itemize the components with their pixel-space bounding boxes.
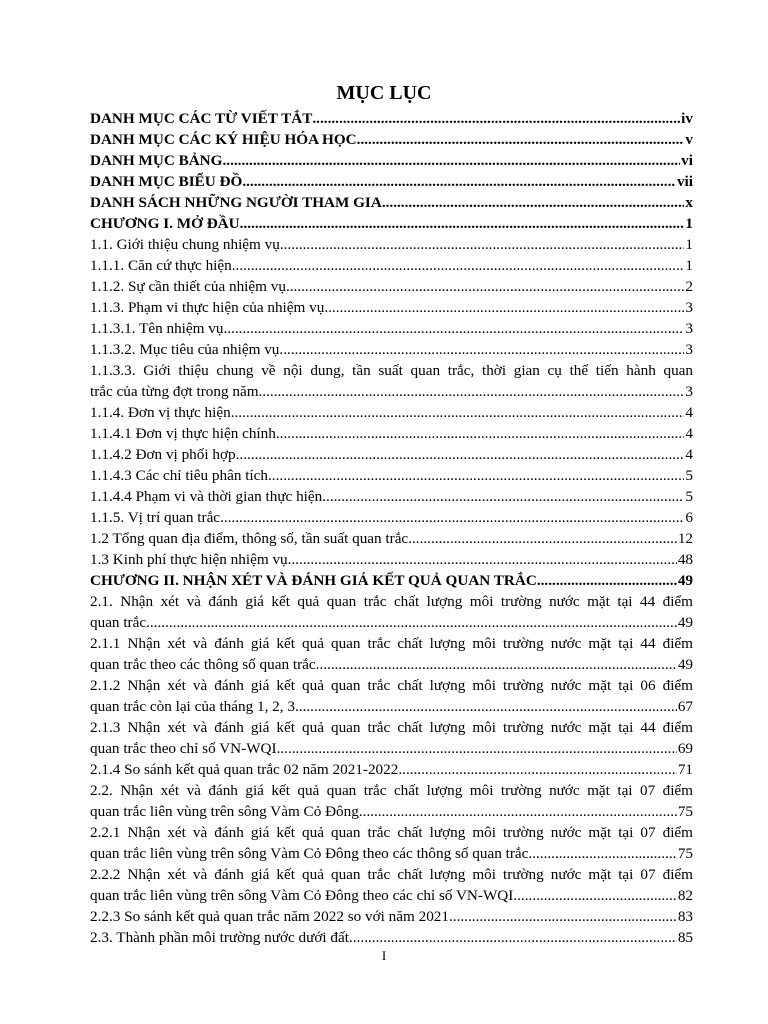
toc-entry-page-number: 4 xyxy=(685,446,693,463)
toc-entry-page-number: 4 xyxy=(685,404,693,421)
toc-entry-title: 1.1.3.2. Mục tiêu của nhiệm vụ xyxy=(90,341,280,358)
toc-entry[interactable] xyxy=(90,234,693,255)
dot-leader xyxy=(268,465,684,486)
toc-entry-title: CHƯƠNG II. NHẬN XÉT VÀ ĐÁNH GIÁ KẾT QUẢ QUAN TRẮC xyxy=(90,572,537,589)
toc-entry-text-line: 2.1. Nhận xét và đánh giá kết quả quan trắc chất lượng môi trường nước mặt tại 44 điểm xyxy=(90,593,693,610)
toc-entry-row xyxy=(90,108,693,129)
toc-entry[interactable] xyxy=(90,171,693,192)
dot-leader xyxy=(319,654,676,675)
dot-leader xyxy=(232,255,685,276)
dot-leader xyxy=(299,696,677,717)
toc-entry-title: quan trắc xyxy=(90,614,147,631)
toc-entry[interactable] xyxy=(90,591,693,633)
toc-entry-row xyxy=(90,234,693,255)
dot-leader xyxy=(222,150,680,171)
toc-entry-page-number: 5 xyxy=(685,467,693,484)
toc-entry-text-line: 2.2.1 Nhận xét và đánh giá kết quả quan trắc chất lượng môi trường nước mặt tại 07 điểm xyxy=(90,824,693,841)
toc-entry-title: CHƯƠNG I. MỞ ĐẦU xyxy=(90,215,240,232)
toc-entry-row xyxy=(90,486,693,507)
toc-entry-row xyxy=(90,549,693,570)
toc-entry-title: quan trắc theo chỉ số VN-WQI xyxy=(90,740,277,757)
toc-entry[interactable] xyxy=(90,633,693,675)
dot-leader xyxy=(277,738,677,759)
toc-entry-page-number: 6 xyxy=(685,509,693,526)
toc-entry[interactable] xyxy=(90,717,693,759)
page-title: MỤC LỤC xyxy=(336,82,432,104)
dot-leader xyxy=(146,612,677,633)
toc-entry-page-number: 85 xyxy=(677,929,693,946)
dot-leader xyxy=(240,213,685,234)
toc-entry-title: 1.1.4. Đơn vị thực hiện xyxy=(90,404,231,421)
toc-entry-title: 2.3. Thành phần môi trường nước dưới đất xyxy=(90,929,349,946)
toc-entry-row xyxy=(90,339,693,360)
toc-entry[interactable] xyxy=(90,423,693,444)
toc-entry-text-line: 2.1.2 Nhận xét và đánh giá kết quả quan trắc chất lượng môi trường nước mặt tại 06 điểm xyxy=(90,677,693,694)
toc-entry[interactable] xyxy=(90,108,693,129)
toc-entry-row xyxy=(90,297,693,318)
toc-entry-page-number: iv xyxy=(681,110,693,127)
toc-entry-row xyxy=(90,927,693,948)
table-of-contents xyxy=(90,108,693,948)
toc-entry-title: quan trắc theo các thông số quan trắc. xyxy=(90,656,320,673)
toc-entry-page-number: 3 xyxy=(685,299,693,316)
toc-entry[interactable] xyxy=(90,318,693,339)
toc-entry-page-number: 3 xyxy=(685,341,693,358)
toc-entry[interactable] xyxy=(90,192,693,213)
dot-leader xyxy=(322,486,684,507)
toc-entry-page-number: 5 xyxy=(685,488,693,505)
toc-entry-row xyxy=(90,423,693,444)
toc-entry-title: trắc của từng đợt trong năm. xyxy=(90,383,263,400)
toc-entry-title: 1.2 Tổng quan địa điểm, thông số, tần suất quan trắc xyxy=(90,530,409,547)
toc-entry[interactable] xyxy=(90,444,693,465)
toc-entry[interactable] xyxy=(90,255,693,276)
toc-entry-row xyxy=(90,906,693,927)
toc-entry[interactable] xyxy=(90,150,693,171)
toc-entry-title: 1.1.4.4 Phạm vi và thời gian thực hiện xyxy=(90,488,323,505)
toc-entry-title: 1.1.3.1. Tên nhiệm vụ xyxy=(90,320,224,337)
dot-leader xyxy=(359,801,677,822)
dot-leader xyxy=(537,570,677,591)
dot-leader xyxy=(357,129,685,150)
toc-entry-page-number: x xyxy=(685,194,693,211)
dot-leader xyxy=(449,906,677,927)
toc-entry-text-line: 2.2. Nhận xét và đánh giá kết quả quan trắc chất lượng môi trường nước mặt tại 07 điểm xyxy=(90,782,693,799)
dot-leader xyxy=(286,276,684,297)
toc-entry-row xyxy=(90,213,693,234)
toc-entry-title: DANH SÁCH NHỮNG NGƯỜI THAM GIA xyxy=(90,194,382,211)
toc-entry-row xyxy=(90,318,693,339)
toc-entry[interactable] xyxy=(90,570,693,591)
toc-entry[interactable] xyxy=(90,675,693,717)
toc-entry[interactable] xyxy=(90,507,693,528)
toc-entry-title: 1.1. Giới thiệu chung nhiệm vụ xyxy=(90,236,280,253)
toc-entry-title: 2.2.3 So sánh kết quả quan trắc năm 2022 so với năm 2021 xyxy=(90,908,449,925)
toc-entry-page-number: 67 xyxy=(677,698,693,715)
toc-entry-row xyxy=(90,192,693,213)
toc-entry-row xyxy=(90,570,693,591)
toc-entry[interactable] xyxy=(90,213,693,234)
dot-leader xyxy=(513,885,676,906)
toc-entry[interactable] xyxy=(90,465,693,486)
toc-entry-page-number: 75 xyxy=(677,845,693,862)
toc-entry-text-line: 1.1.3.3. Giới thiệu chung về nội dung, tần suất quan trắc, thời gian cụ thể tiến hành quan xyxy=(90,362,693,379)
dot-leader xyxy=(236,444,685,465)
toc-entry-title: 1.3 Kinh phí thực hiện nhiệm vụ xyxy=(90,551,288,568)
toc-entry-row xyxy=(90,654,693,675)
toc-entry-row xyxy=(90,255,693,276)
toc-entry-page-number: 3 xyxy=(685,383,693,400)
toc-entry-page-number: 3 xyxy=(685,320,693,337)
toc-entry-title: 1.1.5. Vị trí quan trắc xyxy=(90,509,221,526)
toc-entry[interactable] xyxy=(90,402,693,423)
toc-entry-title: 1.1.2. Sự cần thiết của nhiệm vụ xyxy=(90,278,286,295)
toc-entry-page-number: vi xyxy=(681,152,693,169)
toc-entry[interactable] xyxy=(90,486,693,507)
toc-entry-row xyxy=(90,171,693,192)
toc-entry-page-number: 2 xyxy=(685,278,693,295)
toc-entry-row xyxy=(90,150,693,171)
dot-leader xyxy=(382,192,685,213)
dot-leader xyxy=(279,339,684,360)
toc-entry-title: 1.1.1. Căn cứ thực hiện xyxy=(90,257,232,274)
toc-entry-title: quan trắc liên vùng trên sông Vàm Cỏ Đông theo các thông số quan trắc xyxy=(90,845,529,862)
toc-entry-page-number: 49 xyxy=(677,572,693,589)
toc-entry-page-number: 69 xyxy=(677,740,693,757)
toc-entry-page-number: 75 xyxy=(677,803,693,820)
toc-entry[interactable] xyxy=(90,339,693,360)
toc-entry-row xyxy=(90,381,693,402)
toc-entry-page-number: 83 xyxy=(677,908,693,925)
toc-entry-page-number: vii xyxy=(676,173,693,190)
dot-leader xyxy=(231,402,685,423)
toc-entry[interactable] xyxy=(90,927,693,948)
toc-entry-title: 1.1.4.2 Đơn vị phối hợp xyxy=(90,446,236,463)
toc-entry-title: DANH MỤC CÁC TỪ VIẾT TẮT xyxy=(90,110,313,127)
toc-entry-page-number: 82 xyxy=(677,887,693,904)
dot-leader xyxy=(288,549,677,570)
toc-entry-page-number: 1 xyxy=(685,257,693,274)
toc-entry-row xyxy=(90,507,693,528)
toc-entry[interactable] xyxy=(90,759,693,780)
toc-entry-title: DANH MỤC BẢNG xyxy=(90,152,223,169)
toc-entry-page-number: v xyxy=(685,131,693,148)
toc-entry-page-number: 1 xyxy=(685,215,693,232)
dot-leader xyxy=(528,843,676,864)
dot-leader xyxy=(312,108,680,129)
toc-entry-row xyxy=(90,465,693,486)
toc-entry-row xyxy=(90,402,693,423)
toc-entry-title: quan trắc liên vùng trên sông Vàm Cỏ Đông xyxy=(90,803,359,820)
toc-entry[interactable] xyxy=(90,360,693,402)
toc-entry[interactable] xyxy=(90,906,693,927)
toc-entry-page-number: 12 xyxy=(677,530,693,547)
toc-entry[interactable] xyxy=(90,864,693,906)
toc-entry-title: 2.1.4 So sánh kết quả quan trắc 02 năm 2021-2022. xyxy=(90,761,403,778)
dot-leader xyxy=(408,528,677,549)
dot-leader xyxy=(262,381,684,402)
dot-leader xyxy=(349,927,677,948)
toc-entry-row xyxy=(90,444,693,465)
toc-entry-title: 1.1.3. Phạm vi thực hiện của nhiệm vụ xyxy=(90,299,325,316)
toc-entry-title: DANH MỤC BIỂU ĐỒ xyxy=(90,173,243,190)
toc-entry-page-number: 71 xyxy=(677,761,693,778)
toc-entry-text-line: 2.1.3 Nhận xét và đánh giá kết quả quan trắc chất lượng môi trường nước mặt tại 44 điểm xyxy=(90,719,693,736)
toc-entry-row xyxy=(90,843,693,864)
dot-leader xyxy=(324,297,684,318)
toc-entry-title: 1.1.4.1 Đơn vị thực hiện chính xyxy=(90,425,276,442)
toc-entry[interactable] xyxy=(90,549,693,570)
toc-entry[interactable] xyxy=(90,528,693,549)
toc-entry-text-line: 2.2.2 Nhận xét và đánh giá kết quả quan trắc chất lượng môi trường nước mặt tại 07 điểm xyxy=(90,866,693,883)
toc-entry-page-number: 48 xyxy=(677,551,693,568)
dot-leader xyxy=(276,423,685,444)
toc-entry[interactable] xyxy=(90,822,693,864)
toc-entry-text-line: 2.1.1 Nhận xét và đánh giá kết quả quan trắc chất lượng môi trường nước mặt tại 44 điểm xyxy=(90,635,693,652)
toc-entry-page-number: 1 xyxy=(685,236,693,253)
toc-entry-row xyxy=(90,738,693,759)
toc-entry-page-number: 4 xyxy=(685,425,693,442)
dot-leader xyxy=(220,507,684,528)
page-number: I xyxy=(381,948,387,963)
toc-entry-row xyxy=(90,885,693,906)
toc-entry-row xyxy=(90,129,693,150)
toc-entry-title: quan trắc còn lại của tháng 1, 2, 3. xyxy=(90,698,299,715)
toc-entry-title: quan trắc liên vùng trên sông Vàm Cỏ Đông theo các chỉ số VN-WQI xyxy=(90,887,514,904)
toc-entry-page-number: 49 xyxy=(677,614,693,631)
dot-leader xyxy=(402,759,677,780)
toc-entry[interactable] xyxy=(90,129,693,150)
toc-entry-row xyxy=(90,276,693,297)
toc-entry-title: DANH MỤC CÁC KÝ HIỆU HÓA HỌC xyxy=(90,131,357,148)
toc-entry-row xyxy=(90,528,693,549)
toc-entry-row xyxy=(90,696,693,717)
toc-entry-title: 1.1.4.3 Các chỉ tiêu phân tích xyxy=(90,467,268,484)
toc-entry-page-number: 49 xyxy=(677,656,693,673)
toc-entry-row xyxy=(90,612,693,633)
toc-entry[interactable] xyxy=(90,780,693,822)
dot-leader xyxy=(223,318,684,339)
toc-entry[interactable] xyxy=(90,297,693,318)
dot-leader xyxy=(280,234,685,255)
toc-entry[interactable] xyxy=(90,276,693,297)
dot-leader xyxy=(242,171,676,192)
toc-entry-row xyxy=(90,801,693,822)
toc-entry-row xyxy=(90,759,693,780)
